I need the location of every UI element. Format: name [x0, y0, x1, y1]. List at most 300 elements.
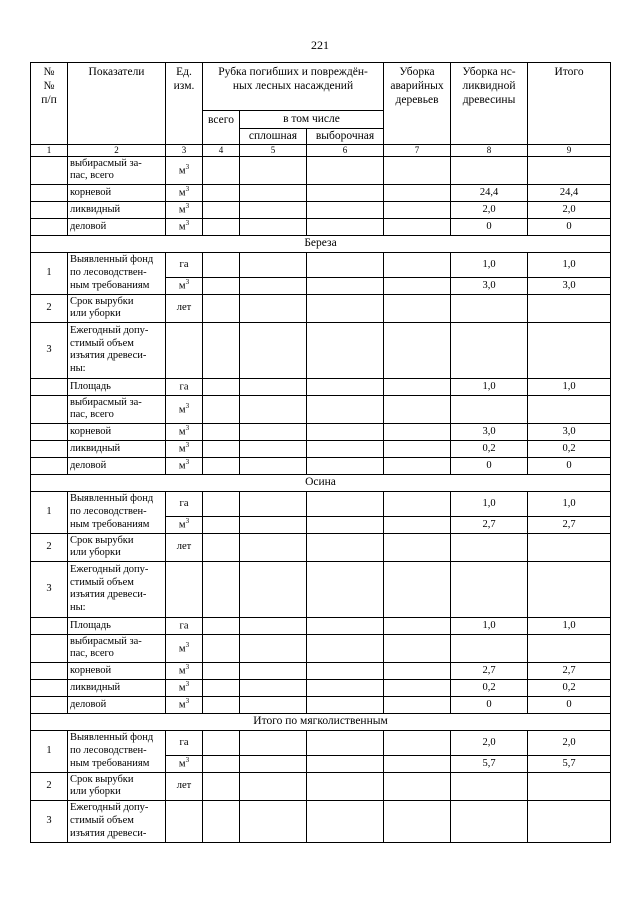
indicator-label: [68, 252, 166, 294]
cell-text: 2: [46, 302, 52, 313]
indicator-label: [68, 156, 166, 184]
unit-cell: [166, 772, 203, 800]
total-value: [528, 184, 611, 201]
row-number: [31, 561, 68, 617]
empty-cell: [240, 218, 307, 235]
cell-text: га: [179, 258, 189, 270]
empty-cell: [384, 457, 451, 474]
empty-cell: [384, 617, 451, 634]
cell-text: Площадь: [70, 619, 111, 631]
cell-text: 5: [270, 145, 276, 155]
empty-cell: [203, 730, 240, 755]
empty-cell: [203, 322, 240, 378]
table-row: [31, 218, 611, 235]
empty-cell: [240, 772, 307, 800]
empty-cell: [528, 772, 611, 800]
unit-cell: [166, 730, 203, 755]
empty-cell: [384, 800, 451, 842]
total-value: [528, 395, 611, 423]
empty-cell: [307, 561, 384, 617]
header-including: в том числе: [240, 111, 384, 129]
nonliquid-value: [451, 696, 528, 713]
cell-text: м: [178, 404, 186, 416]
unit-cell: [166, 533, 203, 561]
empty-cell: [307, 617, 384, 634]
empty-cell: [240, 679, 307, 696]
cell-text: 3,0: [482, 279, 496, 291]
cell-text: 2: [46, 780, 52, 791]
num-cell: [31, 395, 68, 423]
empty-cell: [384, 378, 451, 395]
column-number: [384, 145, 451, 157]
empty-cell: [203, 755, 240, 772]
empty-cell: [384, 516, 451, 533]
unit-cell: [166, 457, 203, 474]
empty-cell: [451, 533, 528, 561]
empty-cell: [307, 440, 384, 457]
empty-cell: [307, 634, 384, 662]
empty-cell: [451, 322, 528, 378]
empty-cell: [166, 561, 203, 617]
nonliquid-value: [451, 395, 528, 423]
unit-cell: [166, 696, 203, 713]
num-cell: [31, 457, 68, 474]
total-value: [528, 378, 611, 395]
unit-cell: [166, 755, 203, 772]
empty-cell: [384, 423, 451, 440]
cell-text: лет: [176, 541, 192, 552]
table-row: [31, 617, 611, 634]
cell-text: 2,7: [482, 664, 496, 676]
cell-text: м: [178, 460, 186, 472]
cell-text: 7: [414, 145, 420, 155]
empty-cell: [307, 679, 384, 696]
empty-cell: [240, 277, 307, 294]
cell-text: Выявленный фонд по лесоводствен- ным требованиям: [70, 254, 154, 291]
total-value: [528, 662, 611, 679]
indicator-label: [68, 395, 166, 423]
cell-text: м: [178, 682, 186, 694]
indicator-label: [68, 457, 166, 474]
unit-cell: [166, 252, 203, 277]
num-cell: [31, 617, 68, 634]
empty-cell: [240, 561, 307, 617]
cell-text: ликвидный: [70, 681, 121, 693]
empty-cell: [307, 491, 384, 516]
empty-cell: [240, 440, 307, 457]
cell-text: 0: [566, 459, 572, 471]
nonliquid-value: [451, 755, 528, 772]
indicator-label: [68, 800, 166, 842]
total-value: [528, 252, 611, 277]
cell-text: 2,0: [562, 736, 576, 748]
unit-superscript: 3: [185, 162, 190, 171]
empty-cell: [307, 730, 384, 755]
cell-text: корневой: [70, 664, 112, 676]
cell-text: 1,0: [482, 619, 496, 631]
empty-cell: [307, 516, 384, 533]
row-number: [31, 294, 68, 322]
table-row: [31, 730, 611, 755]
header-clear: сплошная: [240, 129, 307, 145]
cell-text: корневой: [70, 425, 112, 437]
nonliquid-value: [451, 156, 528, 184]
num-cell: [31, 218, 68, 235]
table-row: [31, 662, 611, 679]
cell-text: м: [178, 665, 186, 677]
cell-text: Выявленный фонд по лесоводствен- ным требованиям: [70, 493, 154, 530]
cell-text: 3,0: [562, 279, 576, 291]
cell-text: 0: [486, 698, 492, 710]
nonliquid-value: [451, 378, 528, 395]
row-number: [31, 772, 68, 800]
empty-cell: [307, 201, 384, 218]
unit-superscript: 3: [185, 756, 190, 765]
empty-cell: [384, 201, 451, 218]
cell-text: 1,0: [562, 258, 576, 270]
cell-text: 1,0: [482, 380, 496, 392]
empty-cell: [203, 395, 240, 423]
cell-text: Итого по мягколиственным: [253, 714, 388, 727]
unit-cell: [166, 440, 203, 457]
row-number: [31, 800, 68, 842]
cell-text: м: [178, 758, 186, 770]
row-number: [31, 533, 68, 561]
indicator-label: [68, 679, 166, 696]
table-row: [31, 772, 611, 800]
unit-superscript: 3: [185, 640, 190, 649]
total-value: [528, 679, 611, 696]
cell-text: лет: [176, 302, 192, 313]
table-row: [31, 395, 611, 423]
cell-text: выбирасмый за- пас, всего: [70, 396, 142, 421]
empty-cell: [240, 457, 307, 474]
section-title-row: [31, 474, 611, 491]
empty-cell: [240, 423, 307, 440]
empty-cell: [451, 800, 528, 842]
total-value: [528, 440, 611, 457]
empty-cell: [203, 617, 240, 634]
empty-cell: [307, 755, 384, 772]
empty-cell: [203, 561, 240, 617]
table-row: [31, 679, 611, 696]
empty-cell: [240, 516, 307, 533]
indicator-label: [68, 662, 166, 679]
cell-text: 8: [486, 145, 492, 155]
unit-superscript: 3: [185, 202, 190, 211]
num-cell: [31, 423, 68, 440]
num-cell: [31, 201, 68, 218]
nonliquid-value: [451, 634, 528, 662]
cell-text: 5,7: [562, 757, 576, 769]
header-unit: Ед. изм.: [166, 63, 203, 145]
header-emergency: Уборка аварийных деревьев: [384, 63, 451, 145]
empty-cell: [166, 800, 203, 842]
empty-cell: [240, 617, 307, 634]
empty-cell: [166, 322, 203, 378]
num-cell: [31, 696, 68, 713]
empty-cell: [384, 772, 451, 800]
indicator-label: [68, 294, 166, 322]
cell-text: деловой: [70, 698, 107, 710]
cell-text: 1: [46, 145, 52, 155]
column-number: [166, 145, 203, 157]
empty-cell: [528, 294, 611, 322]
empty-cell: [203, 491, 240, 516]
num-cell: [31, 679, 68, 696]
table-row: [31, 457, 611, 474]
nonliquid-value: [451, 218, 528, 235]
empty-cell: [203, 184, 240, 201]
cell-text: деловой: [70, 220, 107, 232]
empty-cell: [307, 457, 384, 474]
empty-cell: [240, 662, 307, 679]
header-total: Итого: [528, 63, 611, 145]
cell-text: 2,7: [562, 664, 576, 676]
nonliquid-value: [451, 184, 528, 201]
nonliquid-value: [451, 201, 528, 218]
empty-cell: [384, 730, 451, 755]
indicator-label: [68, 730, 166, 772]
empty-cell: [240, 755, 307, 772]
empty-cell: [203, 634, 240, 662]
unit-superscript: 3: [185, 219, 190, 228]
empty-cell: [384, 156, 451, 184]
empty-cell: [307, 395, 384, 423]
table-row: [31, 491, 611, 516]
unit-superscript: 3: [185, 278, 190, 287]
empty-cell: [203, 679, 240, 696]
indicator-label: [68, 423, 166, 440]
num-cell: [31, 184, 68, 201]
table-row: [31, 378, 611, 395]
cell-text: 2,7: [562, 518, 576, 530]
cell-text: лет: [176, 780, 192, 791]
empty-cell: [203, 800, 240, 842]
indicator-label: [68, 201, 166, 218]
unit-superscript: 3: [185, 185, 190, 194]
unit-superscript: 3: [185, 663, 190, 672]
indicator-label: [68, 617, 166, 634]
cell-text: 1: [46, 745, 52, 756]
total-value: [528, 491, 611, 516]
cell-text: 0: [566, 698, 572, 710]
empty-cell: [307, 696, 384, 713]
cell-text: м: [178, 426, 186, 438]
cell-text: выбирасмый за- пас, всего: [70, 635, 142, 660]
cell-text: ликвидный: [70, 442, 121, 454]
unit-superscript: 3: [185, 458, 190, 467]
empty-cell: [203, 201, 240, 218]
indicator-label: [68, 561, 166, 617]
unit-cell: [166, 634, 203, 662]
empty-cell: [203, 440, 240, 457]
empty-cell: [384, 440, 451, 457]
empty-cell: [528, 322, 611, 378]
unit-superscript: 3: [185, 697, 190, 706]
cell-text: Ежегодный допу- стимый объем изъятия древеси- ны:: [70, 325, 149, 374]
unit-cell: [166, 156, 203, 184]
unit-superscript: 3: [185, 680, 190, 689]
empty-cell: [451, 561, 528, 617]
total-value: [528, 516, 611, 533]
cell-text: 1,0: [562, 619, 576, 631]
nonliquid-value: [451, 516, 528, 533]
table-body: [31, 63, 611, 843]
cell-text: 2,0: [562, 203, 576, 215]
num-cell: [31, 378, 68, 395]
row-number: [31, 322, 68, 378]
total-value: [528, 218, 611, 235]
empty-cell: [203, 457, 240, 474]
empty-cell: [384, 252, 451, 277]
column-number-row: [31, 145, 611, 157]
empty-cell: [240, 800, 307, 842]
empty-cell: [203, 772, 240, 800]
empty-cell: [240, 634, 307, 662]
empty-cell: [384, 696, 451, 713]
total-value: [528, 696, 611, 713]
indicator-label: [68, 218, 166, 235]
cell-text: м: [178, 280, 186, 292]
total-value: [528, 730, 611, 755]
total-value: [528, 634, 611, 662]
empty-cell: [240, 322, 307, 378]
cell-text: Береза: [304, 236, 337, 249]
cell-text: 2,0: [482, 736, 496, 748]
unit-cell: [166, 491, 203, 516]
cell-text: м: [178, 165, 186, 177]
section-title: [31, 713, 611, 730]
indicator-label: [68, 634, 166, 662]
nonliquid-value: [451, 491, 528, 516]
empty-cell: [384, 491, 451, 516]
table-row: [31, 696, 611, 713]
cell-text: Выявленный фонд по лесоводствен- ным требованиям: [70, 732, 154, 769]
empty-cell: [384, 218, 451, 235]
column-number: [240, 145, 307, 157]
header-row-1: [31, 63, 611, 111]
row-number: [31, 730, 68, 772]
section-title-row: [31, 235, 611, 252]
table-row: [31, 252, 611, 277]
cell-text: Осина: [305, 475, 336, 488]
indicator-label: [68, 696, 166, 713]
total-value: [528, 201, 611, 218]
indicator-label: [68, 772, 166, 800]
column-number: [307, 145, 384, 157]
cell-text: 0: [486, 459, 492, 471]
total-value: [528, 156, 611, 184]
cell-text: 3: [46, 583, 52, 594]
empty-cell: [307, 772, 384, 800]
table-row: [31, 634, 611, 662]
cell-text: м: [178, 187, 186, 199]
table-row: [31, 201, 611, 218]
cell-text: выбирасмый за- пас, всего: [70, 157, 142, 182]
empty-cell: [307, 378, 384, 395]
cell-text: м: [178, 443, 186, 455]
header-num: № № п/п: [31, 63, 68, 145]
empty-cell: [203, 516, 240, 533]
total-value: [528, 755, 611, 772]
empty-cell: [384, 184, 451, 201]
cell-text: м: [178, 699, 186, 711]
cell-text: Площадь: [70, 380, 111, 392]
empty-cell: [307, 533, 384, 561]
unit-cell: [166, 395, 203, 423]
empty-cell: [307, 184, 384, 201]
cell-text: м: [178, 519, 186, 531]
empty-cell: [307, 252, 384, 277]
cell-text: 0,2: [482, 442, 496, 454]
cell-text: ликвидный: [70, 203, 121, 215]
table-row: [31, 533, 611, 561]
cell-text: 5,7: [482, 757, 496, 769]
cell-text: 3: [46, 344, 52, 355]
indicator-label: [68, 184, 166, 201]
empty-cell: [307, 800, 384, 842]
empty-cell: [528, 561, 611, 617]
total-value: [528, 277, 611, 294]
cell-text: 1,0: [562, 380, 576, 392]
unit-cell: [166, 617, 203, 634]
cell-text: 3: [181, 145, 187, 155]
empty-cell: [203, 277, 240, 294]
indicator-label: [68, 533, 166, 561]
cell-text: 3,0: [482, 425, 496, 437]
cell-text: га: [179, 497, 189, 509]
table-row: [31, 800, 611, 842]
nonliquid-value: [451, 457, 528, 474]
empty-cell: [240, 730, 307, 755]
unit-cell: [166, 423, 203, 440]
empty-cell: [307, 294, 384, 322]
header-felling: Рубка погибших и повреждён- ных лесных насаждений: [203, 63, 384, 111]
cell-text: 0,2: [562, 442, 576, 454]
cell-text: 1,0: [562, 497, 576, 509]
table-row: [31, 322, 611, 378]
empty-cell: [307, 218, 384, 235]
empty-cell: [384, 277, 451, 294]
empty-cell: [384, 662, 451, 679]
empty-cell: [307, 322, 384, 378]
num-cell: [31, 662, 68, 679]
cell-text: 2: [46, 541, 52, 552]
column-number: [451, 145, 528, 157]
cell-text: 0,2: [562, 681, 576, 693]
num-cell: [31, 156, 68, 184]
empty-cell: [451, 772, 528, 800]
total-value: [528, 457, 611, 474]
cell-text: га: [179, 736, 189, 748]
empty-cell: [203, 378, 240, 395]
nonliquid-value: [451, 440, 528, 457]
cell-text: Срок вырубки или уборки: [70, 295, 134, 320]
empty-cell: [240, 201, 307, 218]
empty-cell: [307, 423, 384, 440]
unit-cell: [166, 662, 203, 679]
empty-cell: [203, 156, 240, 184]
header-selective: выборочная: [307, 129, 384, 145]
unit-cell: [166, 201, 203, 218]
cell-text: Ежегодный допу- стимый объем изъятия древеси- ны:: [70, 564, 149, 613]
cell-text: 0: [566, 220, 572, 232]
cell-text: 2,0: [482, 203, 496, 215]
unit-cell: [166, 679, 203, 696]
empty-cell: [203, 533, 240, 561]
cell-text: корневой: [70, 186, 112, 198]
